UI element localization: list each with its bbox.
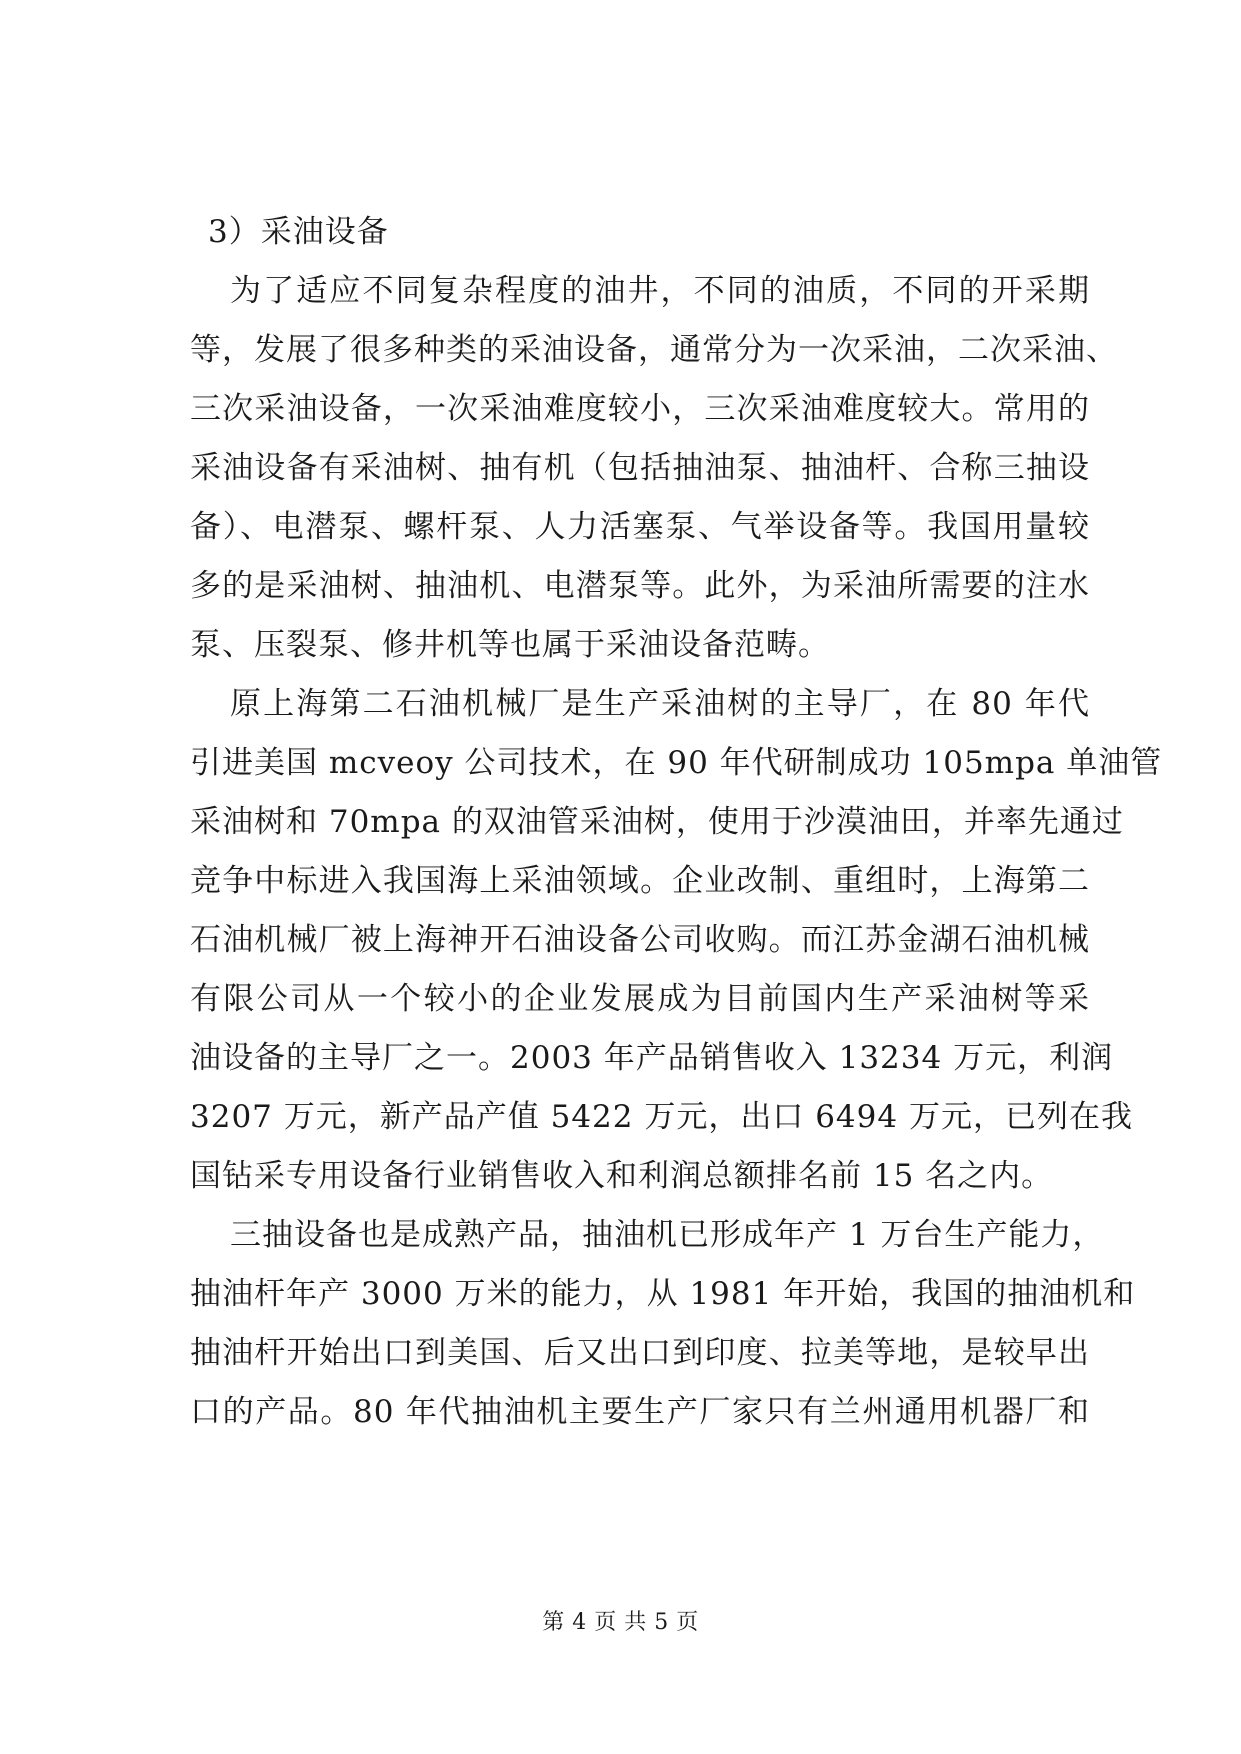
paragraph-line: 采油树和 70mpa 的双油管采油树，使用于沙漠油田，并率先通过 bbox=[190, 804, 1124, 840]
paragraph-line: 为了适应不同复杂程度的油井，不同的油质，不同的开采期 bbox=[230, 273, 1090, 309]
paragraph-line: 3207 万元，新产品产值 5422 万元，出口 6494 万元，已列在我 bbox=[190, 1099, 1133, 1135]
paragraph-line: 石油机械厂被上海神开石油设备公司收购。而江苏金湖石油机械 bbox=[190, 922, 1090, 958]
paragraph-line: 备）、电潜泵、螺杆泵、人力活塞泵、气举设备等。我国用量较 bbox=[190, 509, 1090, 545]
paragraph-line: 口的产品。80 年代抽油机主要生产厂家只有兰州通用机器厂和 bbox=[190, 1394, 1090, 1430]
section-heading: 3）采油设备 bbox=[208, 214, 389, 250]
paragraph-line: 原上海第二石油机械厂是生产采油树的主导厂，在 80 年代 bbox=[230, 686, 1090, 722]
paragraph-line: 竞争中标进入我国海上采油领域。企业改制、重组时，上海第二 bbox=[190, 863, 1090, 899]
paragraph-line: 油设备的主导厂之一。2003 年产品销售收入 13234 万元，利润 bbox=[190, 1040, 1114, 1076]
paragraph-line: 引进美国 mcveoy 公司技术，在 90 年代研制成功 105mpa 单油管 bbox=[190, 745, 1163, 781]
paragraph-line: 三次采油设备，一次采油难度较小，三次采油难度较大。常用的 bbox=[190, 391, 1090, 427]
paragraph-line: 有限公司从一个较小的企业发展成为目前国内生产采油树等采 bbox=[190, 981, 1090, 1017]
paragraph-line: 抽油杆开始出口到美国、后又出口到印度、拉美等地，是较早出 bbox=[190, 1335, 1090, 1371]
paragraph-line: 三抽设备也是成熟产品，抽油机已形成年产 1 万台生产能力， bbox=[230, 1217, 1105, 1253]
paragraph-line: 抽油杆年产 3000 万米的能力，从 1981 年开始，我国的抽油机和 bbox=[190, 1276, 1136, 1312]
page-number-footer: 第 4 页 共 5 页 bbox=[542, 1610, 699, 1635]
paragraph-line: 泵、压裂泵、修井机等也属于采油设备范畴。 bbox=[190, 627, 830, 663]
paragraph-line: 采油设备有采油树、抽有机（包括抽油泵、抽油杆、合称三抽设 bbox=[190, 450, 1090, 486]
paragraph-line: 多的是采油树、抽油机、电潜泵等。此外，为采油所需要的注水 bbox=[190, 568, 1090, 604]
paragraph-line: 等，发展了很多种类的采油设备，通常分为一次采油，二次采油、 bbox=[190, 332, 1118, 368]
paragraph-line: 国钻采专用设备行业销售收入和利润总额排名前 15 名之内。 bbox=[190, 1158, 1054, 1194]
